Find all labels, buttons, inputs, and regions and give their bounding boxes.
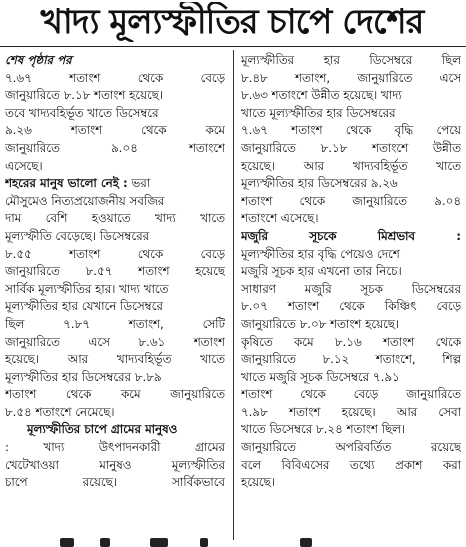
subhead: মজুরি সূচকে মিশ্রভাব : [241,228,461,243]
article-line: শতাংশ থেকে জানুয়ারিতে ৯.০৪ [241,193,461,208]
article-line [5,421,225,439]
article-line: ৮.৫৪ শতাংশে নেমেছে। [5,404,115,419]
article-line: মৌসুমেও নিত্যপ্রয়োজনীয় সবজির [5,193,165,208]
article-line: : খাদ্য উৎপাদনকারী গ্রামের [5,440,225,455]
article-line: ৮.০৭ শতাংশ থেকে কিঞ্চিৎ বেড়ে [241,299,461,314]
article-line: মূল্যস্ফীতির হার ডিসেম্বরে ছিল [241,53,461,67]
subhead: মূল্যস্ফীতির চাপে গ্রামের মানুষও [27,422,178,437]
article-line: হয়েছে। আর খাদ্যবহির্ভূত খাতে [241,158,461,173]
article-line: মজুরি সূচক হার এখনো তার নিচে। [241,264,402,279]
article-line: ৯.২৬ শতাংশ থেকে কমে [5,123,225,138]
article-line: এসেছে। [5,158,43,173]
article-line: মূল্যস্ফীতির হার বৃদ্ধি পেয়েও দেশে [241,246,400,261]
article-line: জানুয়ারিতে অপরিবর্তিত রয়েছে [241,440,461,455]
article-line: ৭.৬৭ শতাংশ থেকে বেড়ে [5,70,225,85]
article-line: চাপে রয়েছে। সার্বিকভাবে [5,475,225,490]
headline-bar [0,0,466,47]
article-line: মূল্যস্ফীতির হার ডিসেম্বরের ৯.২৬ [241,176,398,191]
article-line: জানুয়ারিতে ৮.১২ শতাংশে, শিল্প [241,352,461,367]
article-line: জানুয়ারিতে ৮.০৮ শতাংশ হয়েছে। [241,316,400,331]
continued-from-label: শেষ পৃষ্ঠার পর [5,53,72,67]
headline: খাদ্য মূল্যস্ফীতির চাপে দেশের [40,2,424,42]
article-line [241,228,461,246]
article-line: শতাংশ থেকে কমে জানুয়ারিতে [5,387,225,402]
article-line: ৭.৬৭ শতাংশ থেকে বৃদ্ধি পেয়ে [241,123,461,138]
article-line: হয়েছে। [241,475,275,490]
article-line: জানুয়ারিতে ৮.১৮ শতাংশ হয়েছে। [5,88,164,103]
article-line: খাতে ডিসেম্বরে ৮.২৪ শতাংশ ছিল। [241,422,406,437]
cut-off-next-line [0,538,466,547]
article-line: জানুয়ারিতে ৯.০৪ শতাংশে [5,140,225,155]
subhead: শহরের মানুষ ভালো নেই : [5,176,128,191]
article-line: হয়েছে। আর খাদ্যবহির্ভূত খাতে [5,352,225,367]
right-column [241,52,461,492]
article-line: শতাংশে এসেছে। [241,211,319,226]
article-line: মূল্যস্ফীতি বেড়েছে। ডিসেম্বরের [5,228,150,243]
article-line: জানুয়ারিতে এসে ৮.৬১ শতাংশ [5,334,225,349]
article-line: খেটেখাওয়া মানুষও মূল্যস্ফীতির [5,457,225,472]
article-line: জানুয়ারিতে ৮.১৮ শতাংশে উন্নীত [241,140,461,155]
article-line: দাম বেশি হওয়াতে খাদ্য খাতে [5,211,225,226]
article-line: শতাংশ থেকে বেড়ে জানুয়ারিতে [241,387,461,402]
article-line: ৮.৫৫ শতাংশ থেকে বেড়ে [5,246,225,261]
article-line: ৮.৬৩ শতাংশে উন্নীত হয়েছে। খাদ্য [241,88,402,103]
column-divider [233,50,234,540]
article-line: খাতে মজুরি সূচক ডিসেম্বরে ৭.৯১ [241,369,400,384]
article-line: তবে খাদ্যবহির্ভূত খাতে ডিসেম্বরে [5,105,159,120]
article-line: মূল্যস্ফীতির হার ডিসেম্বরের ৮.৮৯ [5,369,162,384]
article-line: ৭.৯৮ শতাংশ হয়েছে। আর সেবা [241,404,461,419]
left-column [5,52,225,492]
article-line: সার্বিক মূল্যস্ফীতির হার। খাদ্য খাতে [5,281,169,296]
article-line: ছিল ৭.৮৭ শতাংশ, সেটি [5,316,225,331]
article-line: শহরের মানুষ ভালো নেই : ভরা [5,176,151,191]
article-line: কৃষিতে কমে ৮.১৬ শতাংশ থেকে [241,334,461,349]
article-line: সাধারণ মজুরি সূচক ডিসেম্বরের [241,281,461,296]
article-line: বলে বিবিএসের তথ্যে প্রকাশ করা [241,457,461,472]
article-line: জানুয়ারিতে ৮.৫৭ শতাংশ হয়েছে [5,264,225,279]
article-line: মূল্যস্ফীতির হার যেখানে ডিসেম্বরে [5,299,163,314]
article-line: খাতে মূল্যস্ফীতির হার ডিসেম্বরের [241,105,396,120]
article-line: ৮.৪৮ শতাংশ, জানুয়ারিতে এসে [241,70,461,85]
